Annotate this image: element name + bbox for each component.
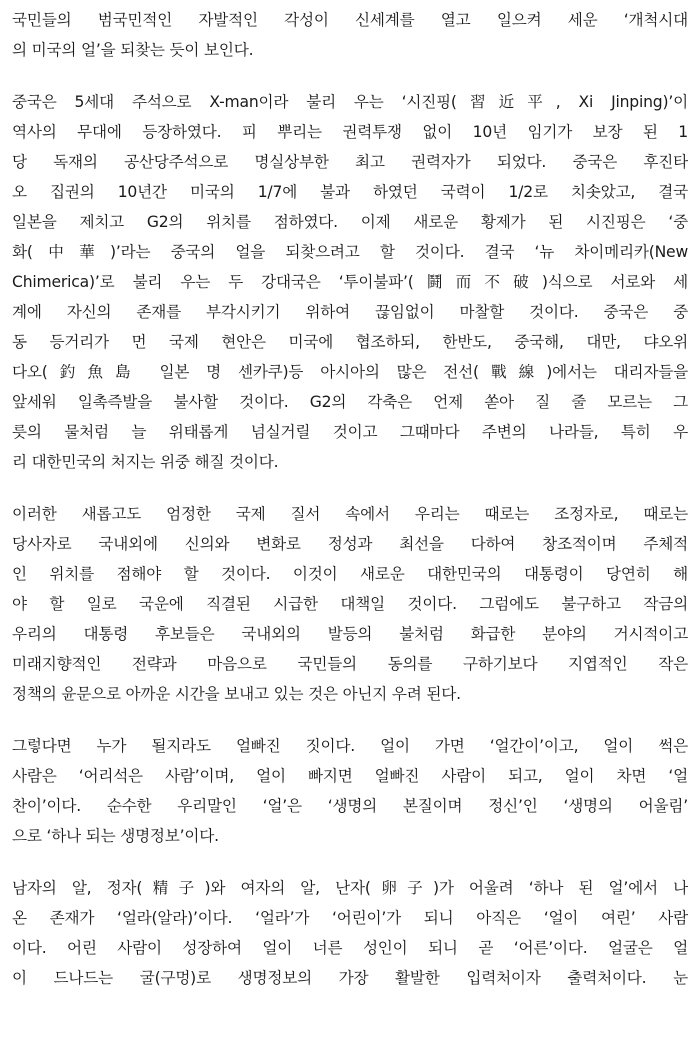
p2-line-9: 동 등거리가 먼 국제 현안은 미국에 협조하되, 한반도, 중국해, 대만, 댜오위	[12, 333, 688, 351]
p4-line-2: 사람은 ‘어리석은 사람’이며, 얼이 빠지면 얼빠진 사람이 되고, 얼이 차면 ‘얼	[12, 767, 688, 785]
p3-line-1: 이러한 새롭고도 엄정한 국제 질서 속에서 우리는 때로는 조정자로, 때로는	[12, 505, 688, 523]
p3-line-5: 우리의 대통령 후보들은 국내외의 발등의 불처럼 화급한 분야의 거시적이고	[12, 625, 688, 643]
p5-line-1: 남자의 알, 정자(精子)와 여자의 알, 난자(卵子)가 어울려 ‘하나 된 얼’에서 나	[12, 879, 688, 897]
p2-line-13: 리 대한민국의 처지는 위중 해질 것이다.	[12, 453, 279, 471]
p2-line-12: 릇의 물처럼 늘 위태롭게 넘실거릴 것이고 그때마다 주변의 나라들, 특히 우	[12, 423, 688, 441]
p5-line-2: 온 존재가 ‘얼라(알라)’이다. ‘얼라’가 ‘어린이’가 되니 아직은 ‘얼이 여린’ 사람	[12, 909, 688, 927]
p3-line-2: 당사자로 국내외에 신의와 변화로 정성과 최선을 다하여 창조적이며 주체적	[12, 535, 688, 553]
p2-line-10: 다오(釣魚島 일본 명 센카쿠)등 아시아의 많은 전선(戰線)에서는 대리자들을	[12, 363, 688, 381]
p1-line-2: 의 미국의 얼’을 되찾는 듯이 보인다.	[12, 41, 254, 59]
p3-line-6: 미래지향적인 전략과 마음으로 국민들의 동의를 구하기보다 지엽적인 작은	[12, 655, 688, 673]
p2-line-3: 당 독재의 공산당주석으로 명실상부한 최고 권력자가 되었다. 중국은 후진타	[12, 153, 688, 171]
p2-line-4: 오 집권의 10년간 미국의 1/7에 불과 하였던 국력이 1/2로 치솟았고, 결국	[12, 183, 688, 201]
p2-line-11: 앞세워 일촉즉발을 불사할 것이다. G2의 각축은 언제 쏟아 질 줄 모르는 그	[12, 393, 688, 411]
p2-line-1: 중국은 5세대 주석으로 X-man이라 불리 우는 ‘시진핑(習近平, Xi Jinping)’이	[12, 93, 688, 111]
p2-line-5: 일본을 제치고 G2의 위치를 점하였다. 이제 새로운 황제가 된 시진핑은 ‘중	[12, 213, 688, 231]
p3-line-3: 인 위치를 점해야 할 것이다. 이것이 새로운 대한민국의 대통령이 당연히 해	[12, 565, 688, 583]
p2-line-8: 계에 자신의 존재를 부각시키기 위하여 끊임없이 마찰할 것이다. 중국은 중	[12, 303, 688, 321]
p5-line-3: 이다. 어린 사람이 성장하여 얼이 너른 성인이 되니 곧 ‘어른’이다. 얼굴은 얼	[12, 939, 688, 957]
p2-line-2: 역사의 무대에 등장하였다. 피 뿌리는 권력투쟁 없이 10년 임기가 보장 된 1	[12, 123, 688, 141]
p4-line-3: 찬이’이다. 순수한 우리말인 ‘얼’은 ‘생명의 본질이며 정신’인 ‘생명의 어울림’	[12, 797, 688, 815]
p2-line-6: 화(中華)’라는 중국의 얼을 되찾으려고 할 것이다. 결국 ‘뉴 차이메리카(New	[12, 243, 688, 261]
p3-line-4: 야 할 일로 국운에 직결된 시급한 대책일 것이다. 그럼에도 불구하고 작금의	[12, 595, 688, 613]
p4-line-1: 그렇다면 누가 될지라도 얼빠진 짓이다. 얼이 가면 ‘얼간이’이고, 얼이 썩은	[12, 737, 688, 755]
p5-line-4: 이 드나드는 굴(구멍)로 생명정보의 가장 활발한 입력처이자 출력처이다. 눈	[12, 969, 688, 987]
p2-line-7: Chimerica)’로 불리 우는 두 강대국은 ‘투이불파’(鬪而不破)식으로 서로와 세	[12, 273, 688, 291]
p4-line-4: 으로 ‘하나 되는 생명정보’이다.	[12, 827, 219, 845]
p3-line-7: 정책의 윤문으로 아까운 시간을 보내고 있는 것은 아닌지 우려 된다.	[12, 685, 461, 703]
p1-line-1: 국민들의 범국민적인 자발적인 각성이 신세계를 열고 일으켜 세운 ‘개척시대	[12, 11, 688, 29]
